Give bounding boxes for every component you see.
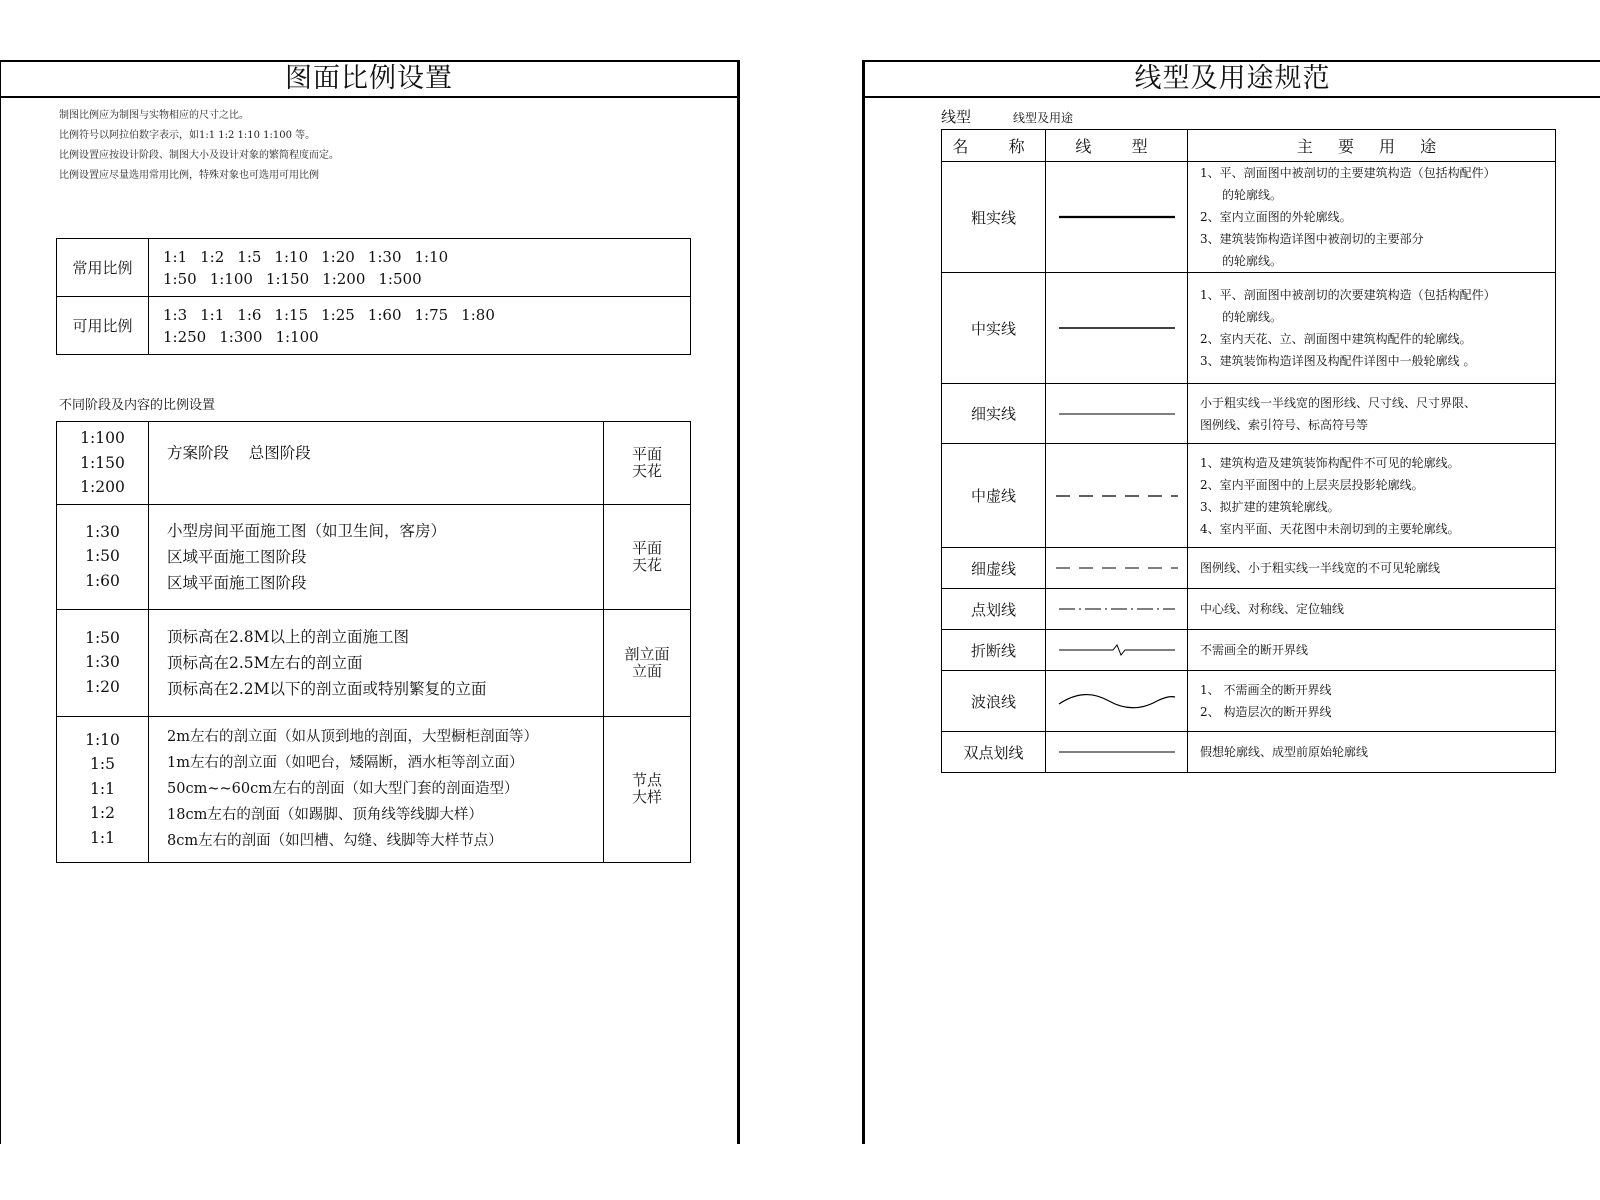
line-use-text: 1、建筑构造及建筑装饰构配件不可见的轮廓线。 bbox=[1200, 455, 1460, 470]
line-name: 点划线 bbox=[942, 589, 1046, 630]
stage-tag-line: 大样 bbox=[631, 788, 662, 806]
stage-tag-line: 剖立面 bbox=[624, 644, 670, 663]
line-type-sheet bbox=[862, 60, 1600, 1144]
stage-tag-line: 立面 bbox=[631, 661, 662, 680]
stage-scale: 1:150 bbox=[80, 453, 125, 472]
stage-scale: 1:60 bbox=[85, 571, 120, 590]
line-use-text: 2、 构造层次的断开界线 bbox=[1200, 705, 1332, 719]
stage-desc-line: 18cm左右的剖面（如踢脚、顶角线等线脚大样） bbox=[167, 807, 483, 823]
line-use-text: 2、室内立面图的外轮廓线。 bbox=[1200, 210, 1352, 224]
line-use-text: 假想轮廓线、成型前原始轮廓线 bbox=[1200, 745, 1369, 759]
line-sample bbox=[1046, 162, 1188, 273]
scale-value: 1:50 bbox=[163, 269, 197, 288]
line-use bbox=[1188, 384, 1556, 444]
line-name: 双点划线 bbox=[942, 732, 1046, 773]
line-use bbox=[1188, 444, 1556, 548]
stage-scales bbox=[57, 504, 149, 609]
line-use-text: 的轮廓线。 bbox=[1222, 310, 1283, 324]
scale-value: 1:1 bbox=[200, 305, 225, 324]
stage-row bbox=[57, 422, 691, 505]
line-row bbox=[942, 384, 1556, 444]
scale-value: 1:6 bbox=[237, 305, 262, 324]
dash-dot-line-sample bbox=[1057, 604, 1177, 614]
line-name: 中虚线 bbox=[942, 444, 1046, 548]
line-use-text: 2、室内天花、立、剖面图中建筑构配件的轮廓线。 bbox=[1200, 332, 1472, 346]
scale-values-line bbox=[163, 246, 676, 268]
stage-scale: 1:10 bbox=[85, 730, 120, 749]
line-use bbox=[1188, 630, 1556, 671]
stage-scale: 1:30 bbox=[85, 653, 120, 672]
line-use-text: 图例线、索引符号、标高符号等 bbox=[1200, 417, 1369, 432]
line-sample bbox=[1046, 548, 1188, 589]
line-sample bbox=[1046, 589, 1188, 630]
scale-settings-sheet bbox=[0, 60, 740, 1144]
scale-value: 1:5 bbox=[237, 247, 262, 266]
scale-value: 1:10 bbox=[414, 247, 449, 266]
stage-scale: 1:200 bbox=[80, 478, 125, 496]
line-name: 粗实线 bbox=[942, 162, 1046, 273]
scale-value: 1:1 bbox=[163, 247, 188, 266]
line-row bbox=[942, 548, 1556, 589]
scale-settings-title: 图面比例设置 bbox=[1, 62, 737, 98]
line-use-text: 的轮廓线。 bbox=[1222, 188, 1283, 202]
line-use bbox=[1188, 589, 1556, 630]
scale-value: 1:100 bbox=[209, 269, 253, 288]
scale-value: 1:2 bbox=[200, 247, 225, 266]
line-use-text: 3、建筑装饰构造详图中被剖切的主要部分 bbox=[1200, 232, 1424, 246]
scale-values-line bbox=[163, 268, 676, 290]
line-sample bbox=[1046, 630, 1188, 671]
line-use bbox=[1188, 548, 1556, 589]
line-row bbox=[942, 589, 1556, 630]
scale-row-label: 可用比例 bbox=[57, 297, 149, 355]
stage-tag bbox=[604, 422, 691, 505]
line-row bbox=[942, 162, 1556, 273]
line-use bbox=[1188, 162, 1556, 273]
line-type-heading-label: 线型 bbox=[941, 108, 972, 126]
scale-row bbox=[57, 297, 691, 355]
stage-tag-line: 平面 bbox=[631, 444, 662, 463]
line-sample bbox=[1046, 671, 1188, 732]
stage-scale: 1:1 bbox=[90, 779, 115, 798]
line-row bbox=[942, 273, 1556, 384]
scale-values-line bbox=[163, 326, 676, 348]
stage-row bbox=[57, 609, 691, 716]
scale-row bbox=[57, 239, 691, 297]
line-sample bbox=[1046, 732, 1188, 773]
scale-value: 1:500 bbox=[378, 269, 422, 288]
stage-desc bbox=[149, 422, 604, 505]
wave-line-sample bbox=[1057, 692, 1177, 710]
scale-value: 1:30 bbox=[367, 247, 402, 266]
stage-scale: 1:2 bbox=[90, 804, 115, 823]
line-use-text: 3、建筑装饰构造详图及构配件详图中一般轮廓线 。 bbox=[1200, 354, 1476, 368]
stage-row bbox=[57, 716, 691, 862]
line-use-text: 3、拟扩建的建筑轮廓线。 bbox=[1200, 499, 1340, 514]
line-use bbox=[1188, 732, 1556, 773]
stage-scale: 1:5 bbox=[90, 755, 115, 774]
stage-desc-line: 2m左右的剖立面（如从顶到地的剖面，大型橱柜剖面等） bbox=[167, 729, 538, 745]
line-row bbox=[942, 671, 1556, 732]
stage-tag bbox=[604, 609, 691, 716]
line-use-text: 1、平、剖面图中被剖切的主要建筑构造（包括构配件） bbox=[1200, 166, 1496, 180]
stage-desc-line: 50cm~~60cm左右的剖面（如大型门套的剖面造型） bbox=[167, 781, 519, 797]
scale-value: 1:100 bbox=[275, 327, 319, 346]
column-header: 主 要 用 途 bbox=[1188, 130, 1556, 162]
stage-scale: 1:100 bbox=[80, 429, 125, 447]
line-name: 折断线 bbox=[942, 630, 1046, 671]
line-row bbox=[942, 444, 1556, 548]
stage-desc-line: 方案阶段 总图阶段 bbox=[167, 444, 311, 462]
stage-desc-line: 区域平面施工图阶段 bbox=[167, 573, 307, 592]
scale-value: 1:200 bbox=[322, 269, 366, 288]
stage-scale-table bbox=[56, 421, 691, 863]
line-sample bbox=[1046, 444, 1188, 548]
line-use bbox=[1188, 273, 1556, 384]
thick-line-sample bbox=[1057, 212, 1177, 222]
line-type-title: 线型及用途规范 bbox=[865, 62, 1600, 98]
stage-scale: 1:50 bbox=[85, 547, 120, 566]
line-use-text: 2、室内平面图中的上层夹层投影轮廓线。 bbox=[1200, 477, 1424, 492]
scale-value: 1:150 bbox=[265, 269, 310, 288]
scale-table bbox=[56, 238, 691, 355]
stage-tag-line: 天花 bbox=[631, 555, 662, 574]
line-use-text: 小于粗实线一半线宽的图形线、尺寸线、尺寸界限、 bbox=[1200, 395, 1477, 410]
stage-scale: 1:1 bbox=[90, 828, 115, 847]
stage-desc-line: 顶标高在2.8M以上的剖立面施工图 bbox=[167, 627, 410, 646]
stage-scale: 1:20 bbox=[85, 677, 120, 696]
line-table-header bbox=[942, 130, 1556, 162]
scale-value: 1:10 bbox=[274, 247, 309, 266]
line-type-heading-sub: 线型及用途 bbox=[1013, 111, 1074, 125]
column-header: 名 称 bbox=[942, 130, 1046, 162]
scale-value: 1:60 bbox=[367, 305, 402, 324]
stage-tag-line: 节点 bbox=[631, 771, 662, 789]
line-use-text: 不需画全的断开界线 bbox=[1200, 643, 1309, 657]
line-sample bbox=[1046, 384, 1188, 444]
column-header: 线 型 bbox=[1046, 130, 1188, 162]
stage-desc-line: 区域平面施工图阶段 bbox=[167, 547, 307, 566]
thin-line-sample bbox=[1057, 409, 1177, 419]
medium-line-sample bbox=[1057, 323, 1177, 333]
line-use-text: 1、 不需画全的断开界线 bbox=[1200, 683, 1332, 697]
scale-row-values bbox=[149, 239, 691, 297]
stage-tag-line: 平面 bbox=[631, 538, 662, 557]
stage-scales bbox=[57, 609, 149, 716]
thin-dashed-line-sample bbox=[1054, 563, 1180, 573]
stage-row bbox=[57, 504, 691, 609]
line-use-text: 中心线、对称线、定位轴线 bbox=[1200, 602, 1345, 616]
stage-desc bbox=[149, 716, 604, 862]
stage-desc-line: 8cm左右的剖面（如凹槽、勾缝、线脚等大样节点） bbox=[167, 833, 503, 849]
line-use-text: 图例线、小于粗实线一半线宽的不可见轮廓线 bbox=[1200, 561, 1441, 575]
scale-notes bbox=[59, 106, 339, 186]
stage-tag-line: 天花 bbox=[631, 461, 662, 480]
scale-value: 1:15 bbox=[274, 305, 309, 324]
scale-value: 1:25 bbox=[321, 305, 355, 324]
stage-scale: 1:30 bbox=[85, 522, 120, 541]
stage-desc-line: 小型房间平面施工图（如卫生间，客房） bbox=[167, 521, 447, 540]
stage-table-title: 不同阶段及内容的比例设置 bbox=[59, 398, 216, 413]
note-line: 制图比例应为制图与实物相应的尺寸之比。 bbox=[59, 110, 249, 121]
scale-value: 1:80 bbox=[461, 305, 495, 324]
line-name: 细虚线 bbox=[942, 548, 1046, 589]
stage-scales bbox=[57, 422, 149, 505]
line-type-table bbox=[941, 129, 1556, 773]
note-line: 比例设置应尽量选用常用比例，特殊对象也可选用可用比例 bbox=[59, 170, 319, 181]
stage-desc-line: 1m左右的剖立面（如吧台，矮隔断，酒水柜等剖立面） bbox=[167, 755, 524, 771]
medium-dashed-line-sample bbox=[1054, 491, 1180, 501]
stage-desc bbox=[149, 609, 604, 716]
stage-desc-line: 顶标高在2.2M以下的剖立面或特别繁复的立面 bbox=[167, 679, 487, 698]
line-use bbox=[1188, 671, 1556, 732]
line-name: 细实线 bbox=[942, 384, 1046, 444]
stage-tag bbox=[604, 504, 691, 609]
scale-row-values bbox=[149, 297, 691, 355]
stage-tag bbox=[604, 716, 691, 862]
line-type-heading bbox=[941, 106, 1073, 127]
line-row bbox=[942, 732, 1556, 773]
line-row bbox=[942, 630, 1556, 671]
note-line: 比例设置应按设计阶段、制图大小及设计对象的繁简程度而定。 bbox=[59, 150, 339, 161]
line-name: 中实线 bbox=[942, 273, 1046, 384]
break-line-sample bbox=[1057, 642, 1177, 658]
stage-desc bbox=[149, 504, 604, 609]
double-dot-line-sample bbox=[1057, 747, 1177, 757]
scale-value: 1:3 bbox=[163, 305, 188, 324]
stage-scale: 1:50 bbox=[85, 628, 120, 647]
line-name: 波浪线 bbox=[942, 671, 1046, 732]
stage-scales bbox=[57, 716, 149, 862]
note-line: 比例符号以阿拉伯数字表示，如1:1 1:2 1:10 1:100 等。 bbox=[59, 130, 316, 141]
scale-value: 1:250 bbox=[163, 327, 207, 346]
scale-value: 1:75 bbox=[414, 305, 449, 324]
scale-row-label: 常用比例 bbox=[57, 239, 149, 297]
line-use-text: 4、室内平面、天花图中未剖切到的主要轮廓线。 bbox=[1200, 521, 1460, 536]
scale-value: 1:300 bbox=[219, 327, 263, 346]
line-sample bbox=[1046, 273, 1188, 384]
line-use-text: 1、平、剖面图中被剖切的次要建筑构造（包括构配件） bbox=[1200, 288, 1496, 302]
stage-desc-line: 顶标高在2.5M左右的剖立面 bbox=[167, 653, 363, 672]
scale-value: 1:20 bbox=[321, 247, 355, 266]
line-use-text: 的轮廓线。 bbox=[1222, 254, 1283, 268]
scale-values-line bbox=[163, 304, 676, 326]
